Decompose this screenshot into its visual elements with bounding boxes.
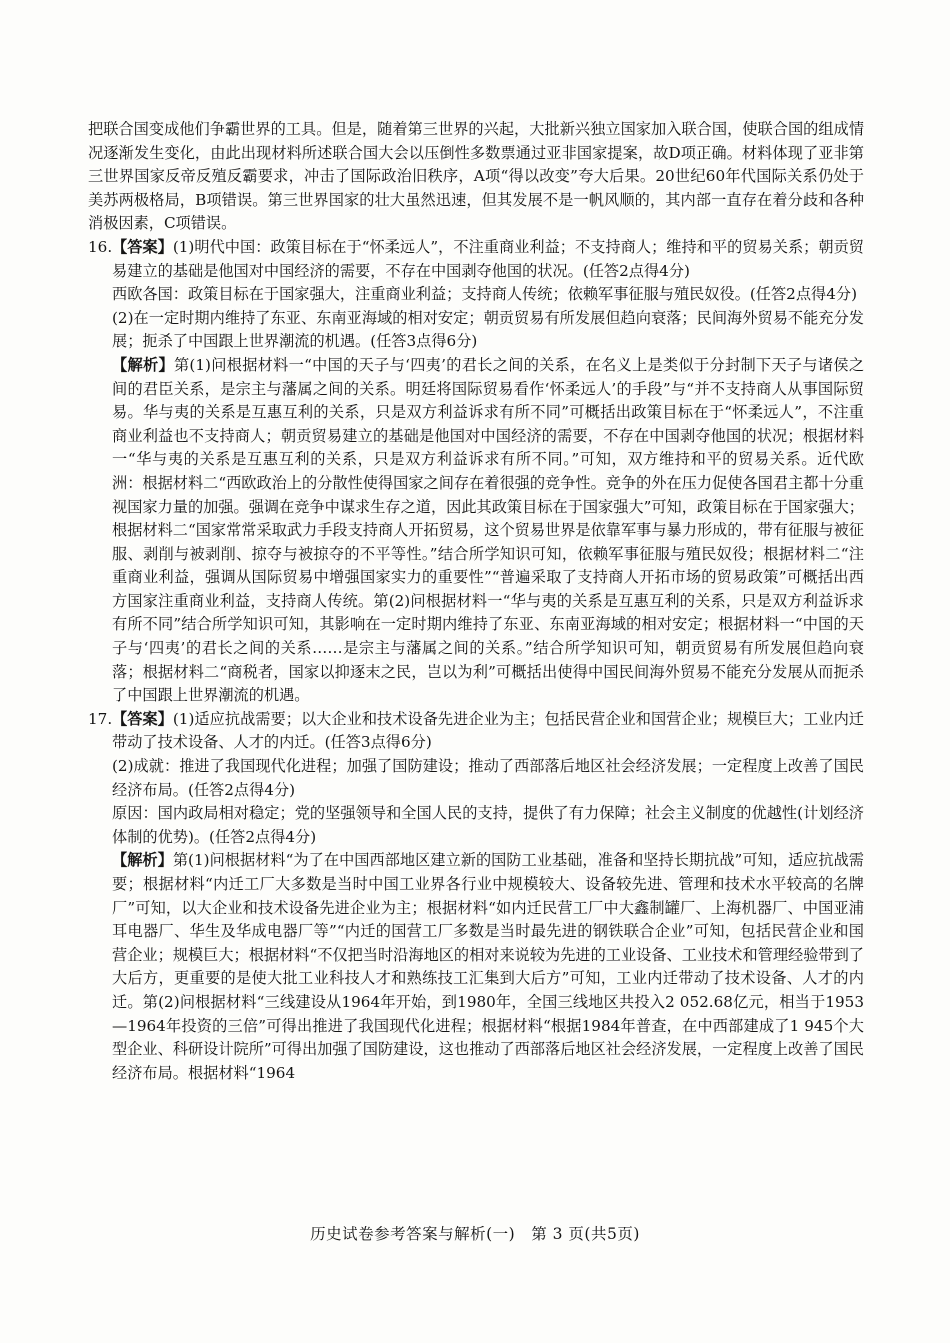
question-number: 16. [88, 237, 113, 256]
question-16 [88, 236, 864, 708]
answer-part-2: (2)成就：推进了我国现代化进程；加强了国防建设；推动了西部落后地区社会经济发展；一定程度上改善了国民经济布局。(任答2点得4分) [112, 757, 864, 799]
answer-tag: 【答案】 [112, 237, 173, 256]
question-16-body [112, 236, 864, 708]
answer-part-3: (2)在一定时期内维持了东亚、东南亚海域的相对安定；朝贡贸易有所发展但趋向衰落；民间海外贸易不能充分发展；扼杀了中国跟上世界潮流的机遇。(任答3点得6分) [112, 308, 864, 351]
question-17 [88, 708, 864, 1086]
previous-question-continuation [88, 118, 864, 236]
analysis-paragraph: 【解析】第(1)问根据材料“为了在中国西部地区建立新的国防工业基础，准备和坚持长期抗战”可知，适应抗战需要；根据材料“内迁工厂大多数是当时中国工业界各行业中规模较大、设备较先进、管理和技术水平较高的名牌厂”可知，以大企业和技术设备先进企业为主；根据材料“如内迁民营工厂中大鑫制罐厂、上海机器厂、中国亚浦耳电器厂、华生及华成电器厂等”“内迁的国营工厂多数是当时最先进的钢铁联合企业”可知，包括民营企业和国营企业；规模巨大；根据材料“不仅把当时沿海地区的相对来说较为先进的工业设备、工业技术和管理经验带到了大后方，更重要的是使大批工业科技人才和熟练技工汇集到大后方”可知，工业内迁带动了技术设备、人才的内迁。第(2)问根据材料“三线建设从1964年开始，到1980年，全国三线地区共投入2 052.68亿元，相当于1953—1964年投资的三倍”可得出推进了我国现代化进程；根据材料“根据1984年普查，在中西部建成了1 945个大型企业、科研设计院所”可得出加强了国防建设，这也推动了西部落后地区社会经济发展，一定程度上改善了国民经济布局。根据材料“1964 [112, 851, 864, 1082]
page-footer: 历史试卷参考答案与解析(一) 第 3 页(共5页) [310, 1225, 640, 1243]
question-17-body [112, 708, 864, 1086]
answer-part-2: 西欧各国：政策目标在于国家强大，注重商业利益；支持商人传统；依赖军事征服与殖民奴役。(任答2点得4分) [112, 285, 857, 304]
continuation-paragraph: 把联合国变成他们争霸世界的工具。但是，随着第三世界的兴起，大批新兴独立国家加入联合国，使联合国的组成情况逐渐发生变化，由此出现材料所述联合国大会以压倒性多数票通过亚非国家提案，故D项正确。材料体现了亚非第三世界国家反帝反殖反霸要求，冲击了国际政治旧秩序，A项“得以改变”夸大后果。20世纪60年代国际关系仍处于美苏两极格局，B项错误。第三世界国家的壮大虽然迅速，但其发展不是一帆风顺的，其内部一直存在着分歧和各种消极因素，C项错误。 [88, 120, 864, 233]
question-number: 17. [88, 709, 113, 728]
analysis-paragraph: 【解析】第(1)问根据材料一“中国的天子与‘四夷’的君长之间的关系，在名义上是类似于分封制下天子与诸侯之间的君臣关系，是宗主与藩属之间的关系。明廷将国际贸易看作‘怀柔远人’的手段”与“并不支持商人从事国际贸易。华与夷的关系是互惠互利的关系，只是双方利益诉求有所不同”可概括出政策目标在于“怀柔远人”，不注重商业利益也不支持商人；朝贡贸易建立的基础是他国对中国经济的需要，不存在中国剥夺他国的状况；根据材料一“华与夷的关系是互惠互利的关系，只是双方利益诉求有所不同。”可知，双方维持和平的贸易关系。近代欧洲：根据材料二“西欧政治上的分散性使得国家之间存在着很强的竞争性。竞争的外在压力促使各国君主都十分重视国家力量的加强。强调在竞争中谋求生存之道，因此其政策目标在于国家强大”可知，政策目标在于国家强大；根据材料二“国家常常采取武力手段支持商人开拓贸易，这个贸易世界是依靠军事与暴力形成的，带有征服与被征服、剥削与被剥削、掠夺与被掠夺的不平等性。”结合所学知识可知，依赖军事征服与殖民奴役；根据材料二“注重商业利益，强调从国际贸易中增强国家实力的重要性”“普遍采取了支持商人开拓市场的贸易政策”可概括出西方国家注重商业利益，支持商人传统。第(2)问根据材料一“华与夷的关系是互惠互利的关系，只是双方利益诉求有所不同”结合所学知识可知，其影响在一定时期内维持了东亚、东南亚海域的相对安定；根据材料一“中国的天子与‘四夷’的君长之间的关系……是宗主与藩属之间的关系。”结合所学知识可知，朝贡贸易有所发展但趋向衰落；根据材料二“商税者，国家以抑逐末之民，岂以为利”可概括出使得中国民间海外贸易不能充分发展从而扼杀了中国跟上世界潮流的机遇。 [112, 355, 865, 705]
answer-tag: 【答案】 [112, 709, 173, 728]
answer-part-3: 原因：国内政局相对稳定；党的坚强领导和全国人民的支持，提供了有力保障；社会主义制度的优越性(计划经济体制的优势)。(任答2点得4分) [112, 804, 864, 846]
answer-part-1: 【答案】(1)明代中国：政策目标在于“怀柔远人”，不注重商业利益；不支持商人；维持和平的贸易关系；朝贡贸易建立的基础是他国对中国经济的需要，不存在中国剥夺他国的状况。(任答2点得4分) [112, 237, 864, 280]
analysis-tag: 【解析】 [112, 355, 174, 374]
answer-part-1: 【答案】(1)适应抗战需要；以大企业和技术设备先进企业为主；包括民营企业和国营企业；规模巨大；工业内迁带动了技术设备、人才的内迁。(任答3点得6分) [112, 709, 864, 752]
analysis-tag: 【解析】 [112, 851, 173, 870]
